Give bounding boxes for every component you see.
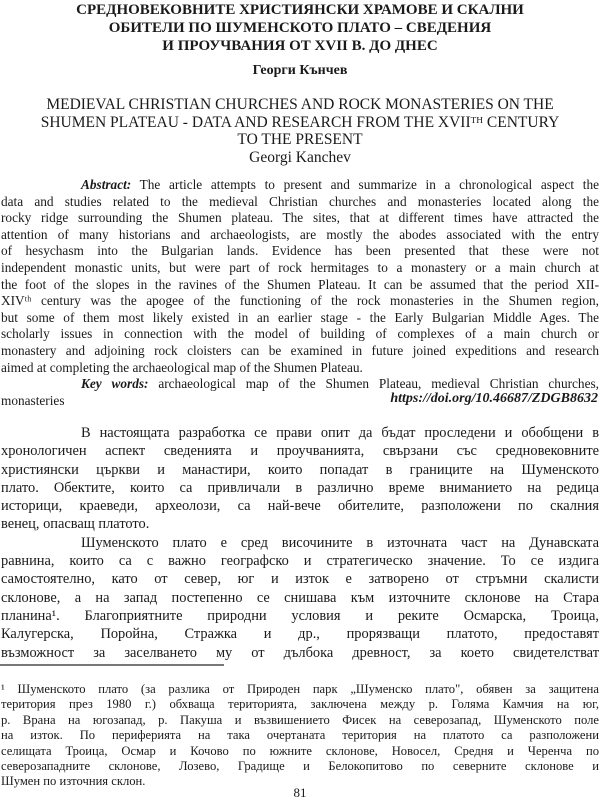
text-line: В настоящата разработка се прави опит да бъдат проследени и обобщени в bbox=[81, 425, 599, 441]
text-line: data and studies related to the medieval Christian churches and monasteries located along the bbox=[1, 193, 599, 209]
text-line: of hesychasm into the Bulgarian lands. Evidence has been presented that these were not bbox=[1, 243, 599, 259]
author-english: Georgi Kanchev bbox=[249, 148, 351, 166]
text-line: Калугерска, Поройна, Стражка и др., прорязващи платото, предоставят bbox=[1, 626, 599, 643]
text-line: склонове, а на запад постепенно се снишава към източните склонове на Стара bbox=[1, 589, 599, 606]
text-line: р. Врана на югозапад, р. Пакуша и възвишението Фисек на северозапад, Шуменското поле bbox=[1, 712, 599, 727]
text-line: плато. Обектите, които са привличали в различно време вниманието на редица bbox=[1, 479, 599, 496]
title-en-line: MEDIEVAL CHRISTIAN CHURCHES AND ROCK MONASTERIES ON THE bbox=[46, 96, 554, 113]
doi-link[interactable]: https://doi.org/10.46687/ZDGB8632 bbox=[390, 391, 598, 406]
text-line: планина¹. Благоприятните природни условия и реките Осмарска, Троица, bbox=[1, 607, 599, 624]
text-line bbox=[1, 177, 599, 194]
text-line: Шумен по източния склон. bbox=[1, 774, 146, 789]
title-english bbox=[0, 96, 600, 166]
section-label: Key words: bbox=[81, 376, 149, 392]
body-text bbox=[1, 424, 599, 662]
text-line: хронологичен аспект сведенията и проучванията, свързани със средновековните bbox=[1, 443, 599, 460]
title-en-line: TO THE PRESENT bbox=[237, 131, 363, 148]
footnote bbox=[1, 682, 599, 790]
title-en-line: SHUMEN PLATEAU - DATA AND RESEARCH FROM THE XVIIᵀᴴ CENTURY bbox=[40, 113, 560, 131]
text-line: scholarly issues in connection with the model of building of complexes of a main church or bbox=[1, 326, 599, 342]
text-line: monasteries bbox=[1, 392, 65, 408]
text-line: територия през 1980 г.) обхваща територията, заключена между р. Голяма Камчия на юг, bbox=[1, 697, 599, 712]
text-line: на изток. По периферията на така очертаната територия на платото са разположени bbox=[1, 728, 599, 743]
text-line: aimed at completing the archaeological map of the Shumen Plateau. bbox=[1, 359, 363, 375]
text-line: rocky ridge surrounding the Shumen plateau. The sites, that at different times have attracted the bbox=[1, 210, 599, 226]
text-line: but some of them most likely existed in an earlier stage - the Early Bulgarian Middle Ages. The bbox=[1, 309, 599, 325]
text-line: Шуменското плато е сред височините в източната част на Дунавската bbox=[81, 534, 599, 551]
text-line: християнски църкви и манастири, които попадат в границите на Шуменското bbox=[1, 461, 599, 478]
abstract bbox=[1, 177, 599, 409]
text-line: ¹ Шуменското плато (за разлика от Природен парк „Шуменско плато", обявен за защитена bbox=[1, 682, 599, 696]
section-label: Abstract: bbox=[81, 177, 132, 192]
footnote-divider bbox=[0, 664, 224, 666]
text-line: възможност за заселването му от дълбока древност, за което свидетелстват bbox=[1, 644, 599, 661]
author-bulgarian: Георги Кънчев bbox=[252, 63, 348, 78]
title-bg-line: СРЕДНОВЕКОВНИТЕ ХРИСТИЯНСКИ ХРАМОВЕ И СКАЛНИ bbox=[76, 2, 524, 18]
text-line: селищата Троица, Осмар и Кочово по южните склонове, Новосел, Средня и Черенча по bbox=[1, 743, 599, 758]
text-line: самостоятелно, като от север, юг и изток е затворено от стръмни скалисти bbox=[1, 571, 599, 588]
text-line: XIVᵗʰ century was the apogee of the functioning of the rock monasteries in the Shumen region, bbox=[1, 293, 599, 309]
text-line: independent monastic units, but were part of rock hermitages to a monastery or a main church at bbox=[1, 259, 599, 275]
text-line: the foot of the slopes in the ravines of the Shumen Plateau. It can be assumed that the period XII- bbox=[1, 276, 599, 292]
line-text: The article attempts to present and summarize in a chronological aspect the bbox=[131, 177, 599, 192]
text-line: северозападните склонове, Лозево, Градище и Белокопитово по северните склонове и bbox=[1, 759, 599, 774]
title-bg-line: ОБИТЕЛИ ПО ШУМЕНСКОТО ПЛАТО – СВЕДЕНИЯ bbox=[108, 20, 492, 36]
line-text: archaeological map of the Shumen Plateau, medieval Christian churches, bbox=[148, 376, 599, 392]
text-line: attention of many historians and archaeologists, are mostly the abodes associated with the entry bbox=[1, 226, 599, 242]
text-line: венец, опасващ платото. bbox=[1, 516, 150, 533]
title-bg-line: И ПРОУЧВАНИЯ ОТ XVII В. ДО ДНЕС bbox=[162, 38, 438, 54]
text-line: историци, краеведи, археолози, са най-вече обителите, разположени по скалния bbox=[1, 498, 599, 515]
text-line: monastery and adjoining rock cloisters can be examined in future joined expeditions and research bbox=[1, 342, 599, 358]
page-number: 81 bbox=[293, 785, 307, 800]
text-line: равнина, които са с важно географско и стратегическо значение. То се издига bbox=[1, 553, 599, 570]
title-bulgarian bbox=[0, 1, 600, 55]
